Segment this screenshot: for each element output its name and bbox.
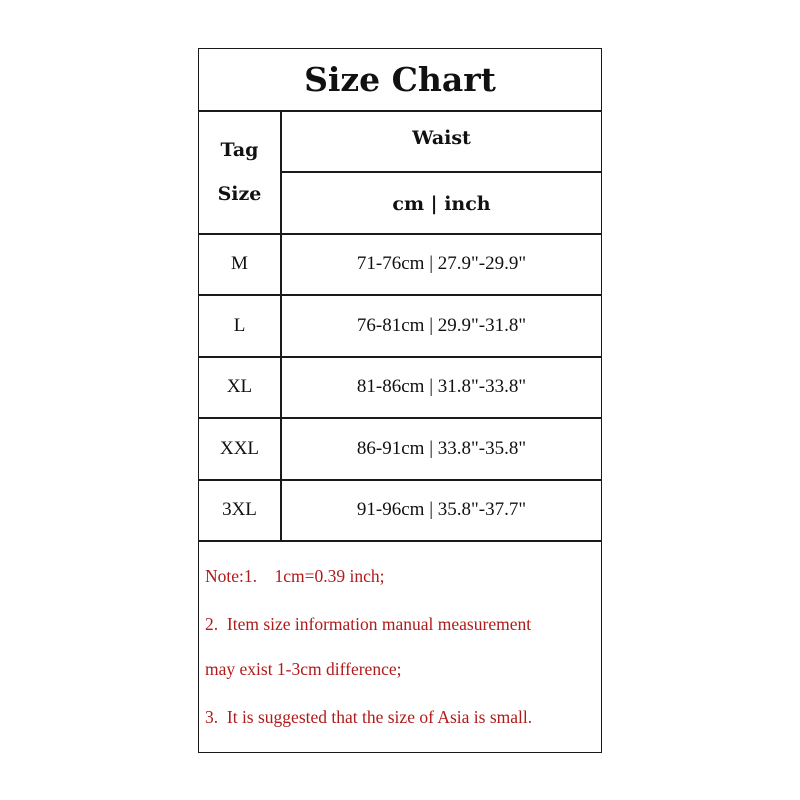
- tag-size-header: [199, 111, 280, 233]
- size-cell-m: M: [231, 253, 248, 274]
- waist-header: Waist: [412, 127, 471, 149]
- waist-cell-xl: 81-86cm | 31.8"-33.8": [356, 376, 527, 397]
- tag-size-label-line1: Tag: [220, 139, 259, 161]
- tag-size-label-line2: Size: [217, 183, 262, 205]
- note-line-1: Note:1. 1cm=0.39 inch;: [205, 566, 385, 586]
- size-cell-3xl: 3XL: [222, 499, 257, 520]
- note-line-2: 2. Item size information manual measurement: [205, 614, 532, 634]
- waist-cell-l: 76-81cm | 29.9"-31.8": [356, 314, 527, 336]
- note-line-4: 3. It is suggested that the size of Asia is small.: [205, 707, 533, 727]
- waist-cell-3xl: 91-96cm | 35.8"-37.7": [356, 499, 527, 520]
- size-chart-table: [198, 48, 602, 753]
- units-header: cm | inch: [392, 192, 491, 215]
- size-cell-l: L: [233, 314, 246, 336]
- chart-title: Size Chart: [304, 60, 496, 99]
- size-cell-xl: XL: [226, 376, 253, 397]
- note-line-3: may exist 1-3cm difference;: [205, 659, 402, 679]
- waist-cell-m: 71-76cm | 27.9"-29.9": [356, 253, 527, 274]
- row-divider: [199, 540, 601, 542]
- waist-cell-xxl: 86-91cm | 33.8"-35.8": [356, 437, 527, 459]
- size-cell-xxl: XXL: [219, 437, 260, 459]
